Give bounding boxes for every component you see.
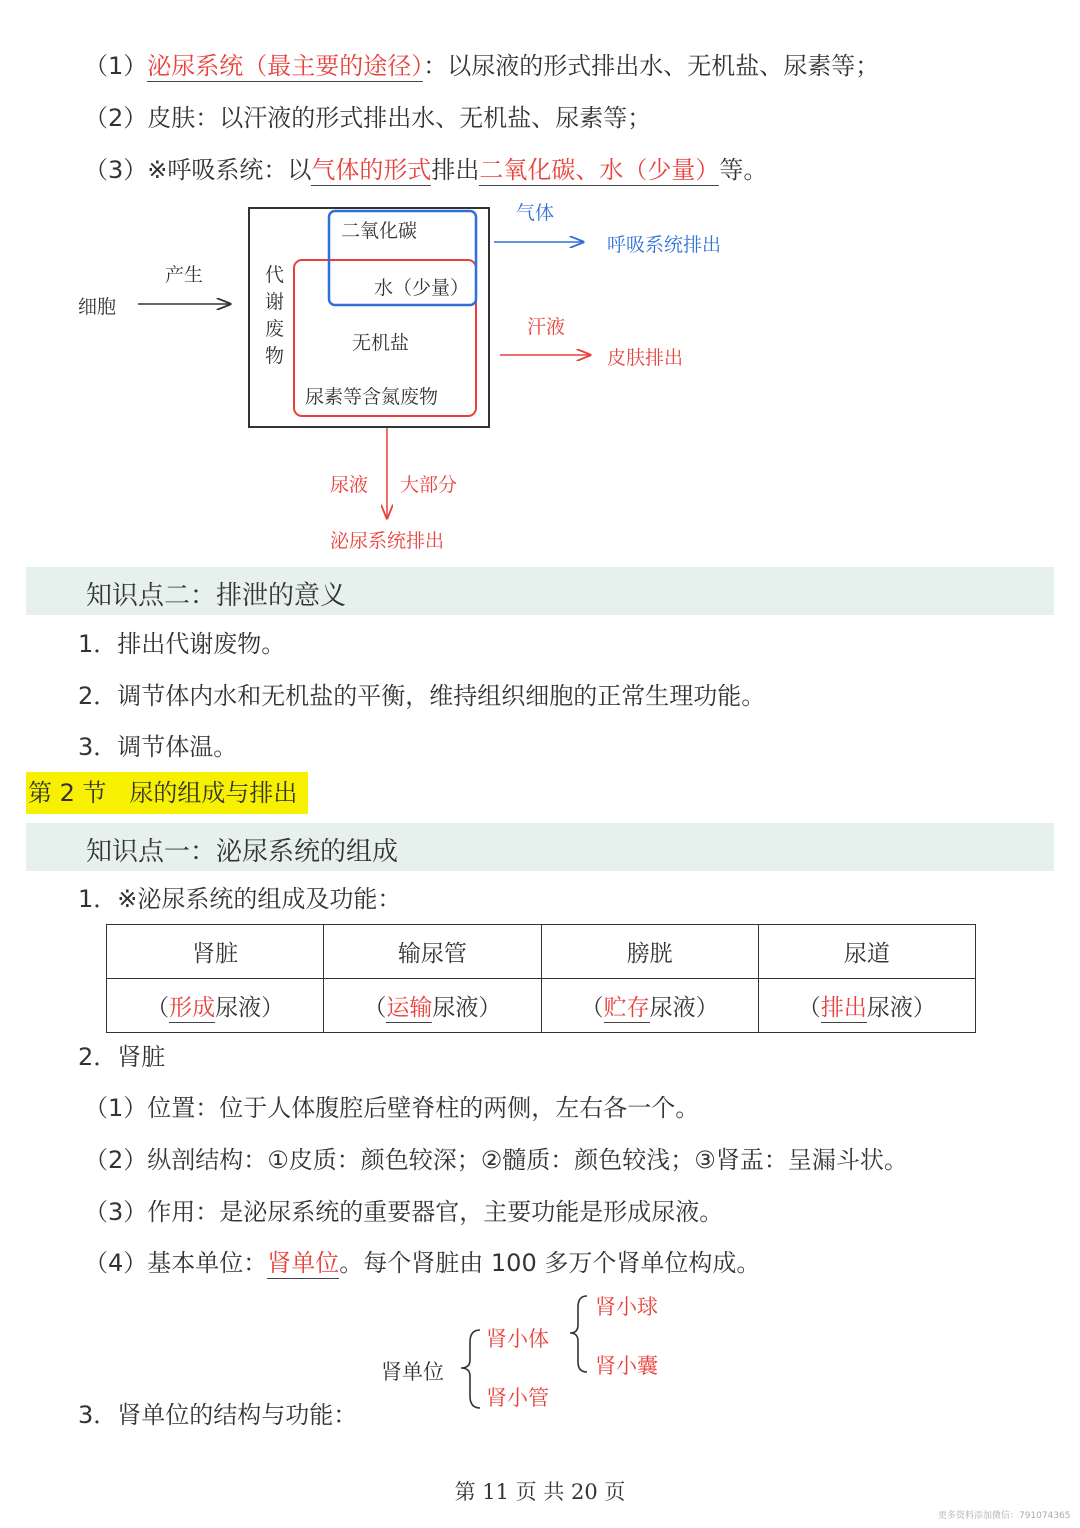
fill-answer: 贮存 — [603, 995, 650, 1021]
label-majority: 大部分 — [400, 474, 458, 496]
label-waste-3: 废 — [265, 318, 285, 340]
kp2-item-3: 3．调节体温。 — [78, 733, 238, 761]
brace-inner — [570, 1296, 587, 1372]
label-cell: 细胞 — [78, 296, 117, 318]
table-cell: （运输尿液） — [324, 979, 541, 1033]
label-waste-2: 谢 — [265, 291, 285, 313]
route-urinary-highlight: 泌尿系统（最主要的途径） — [147, 52, 424, 80]
nephron-capsule: 肾小囊 — [595, 1354, 658, 1378]
nephron-corpuscle: 肾小体 — [486, 1327, 549, 1351]
table-header-cell: 输尿管 — [324, 925, 541, 979]
kp1-item-3: 3．肾单位的结构与功能： — [78, 1401, 358, 1429]
kidney-function: （3）作用：是泌尿系统的重要器官，主要功能是形成尿液。 — [84, 1198, 724, 1226]
label-salt: 无机盐 — [352, 332, 410, 354]
fill-answer: 排出 — [820, 995, 867, 1021]
table-header-cell: 肾脏 — [107, 925, 324, 979]
table-cell: （贮存尿液） — [541, 979, 758, 1033]
nephron-glomerulus: 肾小球 — [595, 1295, 658, 1319]
route-respiratory: （3）※呼吸系统：以气体的形式排出二氧化碳、水（少量）等。 — [84, 156, 768, 184]
kp1-item-1: 1．※泌尿系统的组成及功能： — [78, 885, 402, 913]
route-resp-highlight-gas: 气体的形式 — [311, 156, 432, 184]
section-heading: 第 2 节 尿的组成与排出 — [26, 772, 308, 814]
nephron-tubule: 肾小管 — [486, 1386, 549, 1410]
brace-outer — [461, 1330, 480, 1408]
kidney-position: （1）位置：位于人体腹腔后壁脊柱的两侧，左右各一个。 — [84, 1094, 700, 1122]
label-sweat: 汗液 — [527, 316, 566, 338]
table-header-row — [107, 925, 976, 979]
table-row — [107, 979, 976, 1033]
table-header-cell: 尿道 — [758, 925, 975, 979]
table-header-cell: 膀胱 — [541, 925, 758, 979]
watermark: 更多资料添加微信：791074365 — [938, 1511, 1071, 1521]
urinary-organs-table — [106, 924, 976, 1033]
label-waste-4: 物 — [265, 345, 285, 367]
nephron-root: 肾单位 — [381, 1360, 444, 1384]
label-produce: 产生 — [165, 264, 204, 286]
kp2-item-2: 2．调节体内水和无机盐的平衡，维持组织细胞的正常生理功能。 — [78, 682, 766, 710]
label-skin-out: 皮肤排出 — [607, 347, 684, 369]
label-gas: 气体 — [516, 202, 555, 224]
route-resp-highlight-products: 二氧化碳、水（少量） — [479, 156, 720, 184]
fill-answer: 肾单位 — [267, 1249, 340, 1277]
label-waste-1: 代 — [265, 264, 285, 286]
table-cell: （形成尿液） — [107, 979, 324, 1033]
route-skin: （2）皮肤：以汗液的形式排出水、无机盐、尿素等； — [84, 104, 652, 132]
fill-answer: 形成 — [169, 995, 216, 1021]
label-urinary-out: 泌尿系统排出 — [330, 530, 445, 552]
table-cell: （排出尿液） — [758, 979, 975, 1033]
label-water: 水（少量） — [374, 277, 470, 299]
fill-answer: 运输 — [386, 995, 433, 1021]
kp2-item-1: 1．排出代谢废物。 — [78, 630, 286, 658]
label-urea: 尿素等含氮废物 — [305, 386, 439, 408]
kp2-title: 知识点二：排泄的意义 — [86, 581, 347, 611]
diagram-lines — [0, 0, 1080, 570]
kidney-structure: （2）纵剖结构：①皮质：颜色较深；②髓质：颜色较浅；③肾盂：呈漏斗状。 — [84, 1146, 908, 1174]
kp1-title: 知识点一：泌尿系统的组成 — [86, 837, 399, 867]
route-urinary: （1）泌尿系统（最主要的途径）：以尿液的形式排出水、无机盐、尿素等； — [84, 52, 880, 80]
kidney-unit: （4）基本单位：肾单位。每个肾脏由 100 多万个肾单位构成。 — [84, 1249, 761, 1277]
kp1-item-2: 2．肾脏 — [78, 1043, 166, 1071]
label-urine: 尿液 — [330, 474, 369, 496]
label-co2: 二氧化碳 — [341, 220, 418, 242]
page-footer: 第 11 页 共 20 页 — [454, 1480, 626, 1504]
label-resp-out: 呼吸系统排出 — [607, 234, 722, 256]
